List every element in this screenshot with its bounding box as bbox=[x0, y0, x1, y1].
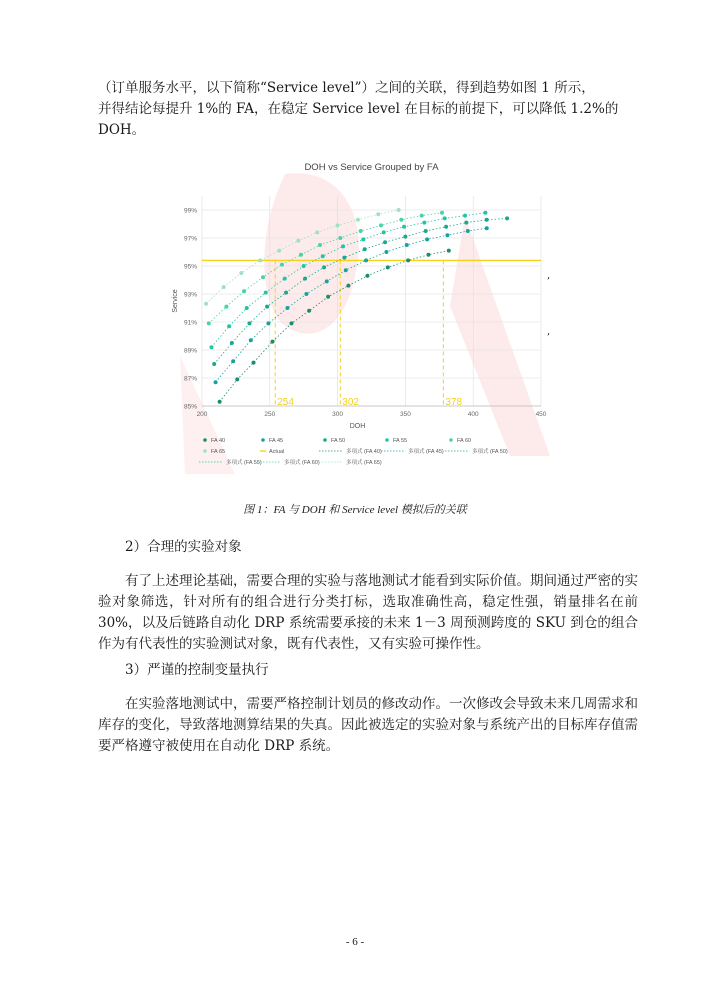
legend-label: 多项式 (FA 55) bbox=[226, 460, 262, 466]
legend-label: FA 45 bbox=[269, 438, 284, 444]
data-point-fa-65 bbox=[258, 258, 262, 262]
actual-doh-label: 302 bbox=[342, 397, 359, 408]
y-tick-label: 97% bbox=[183, 235, 197, 243]
section-3-body: 在实验落地测试中，需要严格控制计划员的修改动作。一次修改会导致未来几周需求和库存的变化，导致落地测算结果的失真。因此被选定的实验对象与系统产出的目标库存值需要严格遵守被使用在自动化 DRP 系统。 bbox=[98, 696, 638, 754]
data-point-fa-50 bbox=[403, 235, 407, 239]
data-point-fa-40 bbox=[218, 400, 222, 404]
legend-point-swatch bbox=[203, 438, 207, 442]
legend-label: 多项式 (FA 40) bbox=[346, 449, 382, 455]
y-tick-label: 99% bbox=[183, 207, 197, 215]
data-point-fa-60 bbox=[338, 236, 342, 240]
data-point-fa-45 bbox=[266, 321, 270, 325]
legend-label: 多项式 (FA 45) bbox=[408, 449, 444, 455]
data-point-fa-40 bbox=[271, 340, 275, 344]
data-point-fa-60 bbox=[379, 223, 383, 227]
y-axis-label: Service bbox=[172, 289, 179, 313]
intro-paragraph bbox=[98, 78, 638, 141]
data-point-fa-40 bbox=[447, 249, 451, 253]
actual-doh-label: 378 bbox=[445, 397, 463, 408]
legend-label: FA 65 bbox=[211, 449, 226, 455]
watermark-blob-2 bbox=[450, 216, 550, 456]
x-tick-label: 200 bbox=[196, 411, 208, 418]
data-point-fa-45 bbox=[304, 292, 308, 296]
data-point-fa-45 bbox=[325, 279, 329, 283]
actual-doh-label: 254 bbox=[277, 397, 294, 408]
data-point-fa-45 bbox=[445, 233, 449, 237]
legend-point-swatch bbox=[449, 438, 453, 442]
data-point-fa-55 bbox=[341, 244, 345, 248]
data-point-fa-55 bbox=[382, 230, 386, 234]
section-2-heading: 2）合理的实验对象 bbox=[125, 539, 242, 555]
section-3-heading: 3）严谨的控制变量执行 bbox=[125, 662, 269, 678]
data-point-fa-50 bbox=[212, 362, 216, 366]
legend-label: FA 50 bbox=[331, 438, 346, 444]
data-point-fa-45 bbox=[425, 237, 429, 241]
legend-label: Actual bbox=[269, 449, 285, 455]
data-point-fa-45 bbox=[405, 243, 409, 247]
data-point-fa-40 bbox=[426, 253, 430, 257]
intro-line-3: DOH。 bbox=[98, 122, 146, 138]
data-point-fa-55 bbox=[483, 211, 487, 215]
data-point-fa-65 bbox=[277, 249, 281, 253]
data-point-fa-55 bbox=[245, 306, 249, 310]
legend-label: 多项式 (FA 60) bbox=[284, 460, 320, 466]
intro-line-1: （订单服务水平，以下简称“Service level”）之间的关联，得到趋势如图 1 所示， bbox=[98, 80, 595, 96]
data-point-fa-40 bbox=[346, 284, 350, 288]
data-point-fa-65 bbox=[336, 223, 340, 227]
data-point-fa-40 bbox=[289, 321, 293, 325]
data-point-fa-65 bbox=[356, 218, 360, 222]
data-point-fa-40 bbox=[406, 258, 410, 262]
data-point-fa-40 bbox=[326, 295, 330, 299]
data-point-fa-40 bbox=[252, 361, 256, 365]
data-point-fa-55 bbox=[361, 237, 365, 241]
data-point-fa-55 bbox=[443, 216, 447, 220]
data-point-fa-50 bbox=[444, 225, 448, 229]
data-point-fa-60 bbox=[359, 229, 363, 233]
legend-label: 多项式 (FA 65) bbox=[346, 460, 382, 466]
page-number: - 6 - bbox=[345, 936, 365, 948]
chart-svg bbox=[165, 156, 550, 474]
y-tick-label: 95% bbox=[183, 263, 197, 271]
y-tick-label: 89% bbox=[183, 347, 197, 355]
chart-title: DOH vs Service Grouped by FA bbox=[304, 162, 439, 173]
data-point-fa-60 bbox=[242, 289, 246, 293]
data-point-fa-45 bbox=[214, 380, 218, 384]
intro-line-2: 并得结论每提升 1%的 FA，在稳定 Service level 在目标的前提下，可以降低 1.2%的 bbox=[98, 101, 619, 117]
doh-service-chart bbox=[165, 156, 550, 474]
data-point-fa-60 bbox=[440, 211, 444, 215]
legend-point-swatch bbox=[261, 438, 265, 442]
data-point-fa-40 bbox=[365, 274, 369, 278]
data-point-fa-55 bbox=[422, 221, 426, 225]
data-point-fa-65 bbox=[315, 230, 319, 234]
data-point-fa-50 bbox=[303, 277, 307, 281]
data-point-fa-55 bbox=[283, 277, 287, 281]
data-point-fa-50 bbox=[265, 305, 269, 309]
data-point-fa-55 bbox=[227, 324, 231, 328]
data-point-fa-50 bbox=[424, 229, 428, 233]
data-point-fa-50 bbox=[342, 256, 346, 260]
watermark-blob-3 bbox=[180, 356, 235, 474]
data-point-fa-50 bbox=[284, 291, 288, 295]
data-point-fa-40 bbox=[386, 265, 390, 269]
data-point-fa-55 bbox=[209, 345, 213, 349]
legend-point-swatch bbox=[323, 438, 327, 442]
data-point-fa-55 bbox=[402, 225, 406, 229]
data-point-fa-40 bbox=[235, 377, 239, 381]
data-point-fa-50 bbox=[230, 341, 234, 345]
data-point-fa-45 bbox=[466, 229, 470, 233]
data-point-fa-45 bbox=[384, 250, 388, 254]
data-point-fa-60 bbox=[299, 253, 303, 257]
data-point-fa-65 bbox=[204, 302, 208, 306]
legend-label: 多项式 (FA 50) bbox=[472, 449, 508, 455]
legend-point-swatch bbox=[203, 449, 207, 453]
figure-caption: 图 1：FA 与 DOH 和 Service level 模拟后的关联 bbox=[243, 504, 467, 516]
data-point-fa-65 bbox=[222, 285, 226, 289]
data-point-fa-60 bbox=[261, 275, 265, 279]
legend-label: FA 40 bbox=[211, 438, 226, 444]
data-point-fa-65 bbox=[376, 212, 380, 216]
data-point-fa-55 bbox=[321, 254, 325, 258]
data-point-fa-50 bbox=[247, 321, 251, 325]
data-point-fa-45 bbox=[364, 258, 368, 262]
data-point-fa-50 bbox=[505, 216, 509, 220]
data-point-fa-55 bbox=[302, 264, 306, 268]
data-point-fa-40 bbox=[307, 309, 311, 313]
legend-label: FA 60 bbox=[457, 438, 472, 444]
data-point-fa-60 bbox=[318, 243, 322, 247]
x-tick-label: 350 bbox=[399, 411, 411, 418]
data-point-fa-50 bbox=[485, 218, 489, 222]
x-axis-label: DOH bbox=[349, 423, 366, 430]
data-point-fa-55 bbox=[463, 214, 467, 218]
data-point-fa-60 bbox=[224, 305, 228, 309]
watermark-blob-1 bbox=[264, 173, 359, 334]
data-point-fa-60 bbox=[420, 214, 424, 218]
data-point-fa-45 bbox=[285, 306, 289, 310]
x-tick-label: 250 bbox=[264, 411, 276, 418]
data-point-fa-55 bbox=[264, 291, 268, 295]
side-marker-2: , bbox=[547, 326, 551, 337]
data-point-fa-45 bbox=[249, 338, 253, 342]
y-tick-label: 85% bbox=[183, 403, 197, 411]
y-tick-label: 87% bbox=[183, 375, 197, 383]
x-tick-label: 400 bbox=[467, 411, 479, 418]
data-point-fa-50 bbox=[363, 247, 367, 251]
x-tick-label: 450 bbox=[535, 411, 547, 418]
data-point-fa-65 bbox=[296, 239, 300, 243]
data-point-fa-50 bbox=[383, 240, 387, 244]
legend-point-swatch bbox=[385, 438, 389, 442]
data-point-fa-50 bbox=[464, 221, 468, 225]
data-point-fa-50 bbox=[322, 265, 326, 269]
data-point-fa-45 bbox=[485, 226, 489, 230]
section-2-body: 有了上述理论基础，需要合理的实验与落地测试才能看到实际价值。期间通过严密的实验对象筛选，针对所有的组合进行分类打标，选取准确性高，稳定性强，销量排名在前 30%，以及后链路自动化 DRP 系统需要承接的未来 1－3 周预测跨度的 SKU 到仓的组合作为有代表性的实验测试对象，既有代表性，又有实验可操作性。 bbox=[98, 573, 638, 652]
data-point-fa-65 bbox=[397, 208, 401, 212]
data-point-fa-45 bbox=[344, 268, 348, 272]
data-point-fa-60 bbox=[207, 321, 211, 325]
x-tick-label: 300 bbox=[332, 411, 344, 418]
data-point-fa-60 bbox=[399, 218, 403, 222]
y-tick-label: 93% bbox=[183, 291, 197, 299]
data-point-fa-60 bbox=[280, 263, 284, 267]
legend-label: FA 55 bbox=[393, 438, 408, 444]
data-point-fa-45 bbox=[231, 359, 235, 363]
data-point-fa-65 bbox=[239, 271, 243, 275]
y-tick-label: 91% bbox=[183, 319, 197, 327]
side-marker-1: , bbox=[547, 270, 551, 281]
